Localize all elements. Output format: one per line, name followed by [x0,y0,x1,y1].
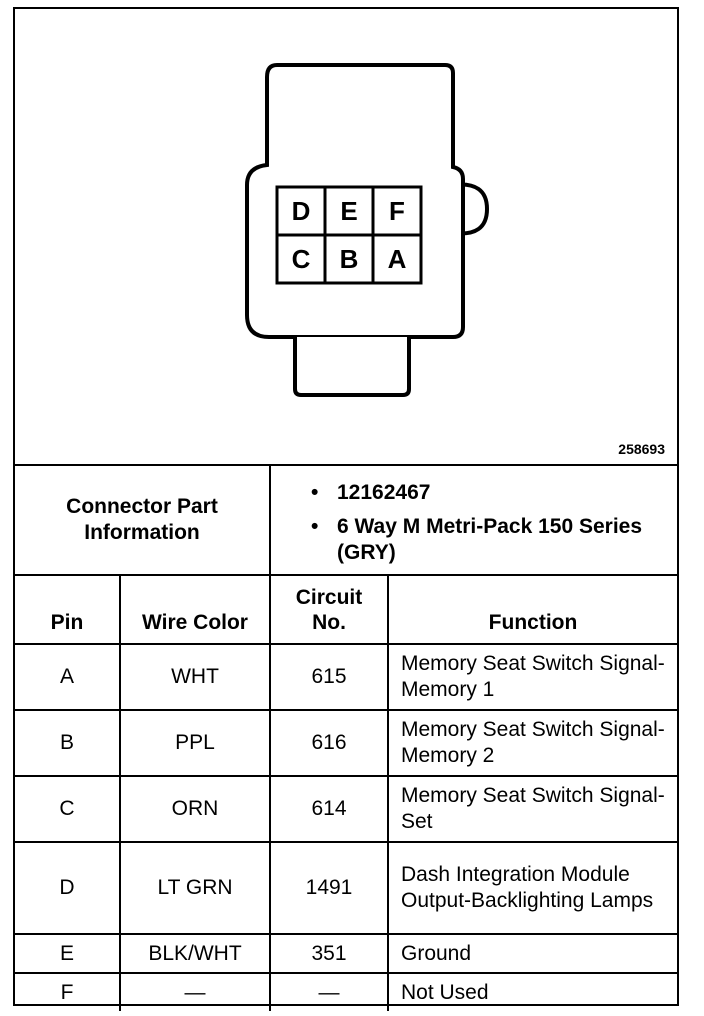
info-label-cell [15,466,271,574]
header-circuit [270,576,388,644]
pin-cell: B [15,710,120,776]
pin-cell: E [15,934,120,973]
pin-cell: D [15,842,120,934]
table-header-row [15,576,677,644]
header-function: Function [388,576,677,644]
circuit-cell: — [270,973,388,1011]
info-item-description: • 6 Way M Metri-Pack 150 Series (GRY) [271,514,671,566]
pin-cell: A [15,644,120,710]
pin-cell: F [15,973,120,1011]
info-label: Connector Part Information [66,495,218,544]
table-row [15,710,677,776]
wire-color-cell: LT GRN [120,842,270,934]
table-row [15,644,677,710]
cavity-label-d: D [291,196,311,226]
table-row [15,934,677,973]
table-row [15,842,677,934]
header-wire-color: Wire Color [120,576,270,644]
figure-number: 258693 [618,441,665,457]
wire-color-cell: ORN [120,776,270,842]
function-cell: Ground [388,934,677,973]
connector-diagram [15,9,677,466]
cavity-label-c: C [291,244,311,274]
header-pin: Pin [15,576,120,644]
circuit-cell: 1491 [270,842,388,934]
connector-stem [295,337,409,395]
circuit-cell: 614 [270,776,388,842]
circuit-cell: 351 [270,934,388,973]
cavity-grid [277,187,421,283]
circuit-cell: 615 [270,644,388,710]
connector-part-info [15,466,677,576]
circuit-cell: 616 [270,710,388,776]
pinout-table [15,576,677,1011]
table-row [15,973,677,1011]
connector-face-drawing [15,9,677,464]
wire-color-cell: BLK/WHT [120,934,270,973]
table-row [15,776,677,842]
function-cell: Dash Integration Module Output-Backlighting Lamps [388,842,677,934]
info-item-part-number: • 12162467 [271,480,671,506]
info-list [271,480,671,574]
wire-color-cell: PPL [120,710,270,776]
function-cell: Memory Seat Switch Signal-Memory 1 [388,644,677,710]
cavity-label-f: F [389,196,405,226]
cavity-label-e: E [340,196,358,226]
pin-cell: C [15,776,120,842]
function-cell: Not Used [388,973,677,1011]
wire-color-cell: — [120,973,270,1011]
cavity-label-a: A [387,244,407,274]
function-cell: Memory Seat Switch Signal-Memory 2 [388,710,677,776]
header-circuit-label: Circuit No. [295,586,363,634]
connector-frame [13,7,679,1006]
wire-color-cell: WHT [120,644,270,710]
cavity-label-b: B [339,244,359,274]
function-cell: Memory Seat Switch Signal-Set [388,776,677,842]
